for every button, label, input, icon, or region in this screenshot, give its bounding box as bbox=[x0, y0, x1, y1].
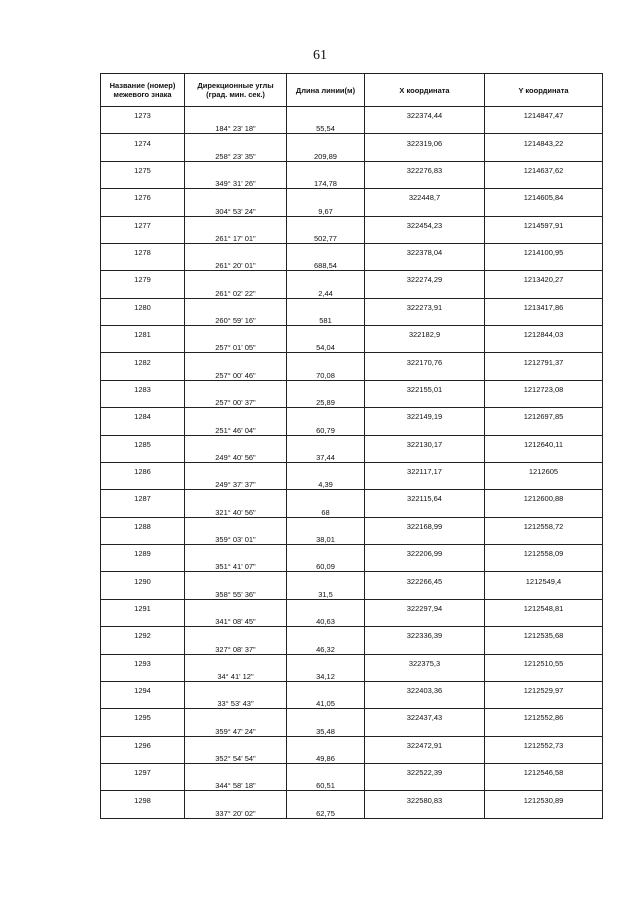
point-x: 322319,06 bbox=[365, 134, 485, 148]
segment-angle: 337° 20' 02" bbox=[185, 805, 287, 819]
segment-row bbox=[101, 312, 603, 326]
point-y: 1212510,55 bbox=[485, 654, 603, 668]
segment-length: 68 bbox=[287, 503, 365, 517]
point-name: 1277 bbox=[101, 216, 185, 230]
point-x: 322168,99 bbox=[365, 517, 485, 531]
point-row bbox=[101, 627, 603, 641]
point-row bbox=[101, 435, 603, 449]
segment-length: 34,12 bbox=[287, 668, 365, 682]
segment-angle: 352° 54' 54" bbox=[185, 750, 287, 764]
segment-length: 41,05 bbox=[287, 695, 365, 709]
segment-angle: 257° 00' 46" bbox=[185, 367, 287, 381]
point-y: 1212640,11 bbox=[485, 435, 603, 449]
segment-angle: 257° 00' 37" bbox=[185, 394, 287, 408]
point-x: 322155,01 bbox=[365, 380, 485, 394]
point-row bbox=[101, 572, 603, 586]
point-name: 1296 bbox=[101, 736, 185, 750]
segment-angle: 249° 40' 56" bbox=[185, 449, 287, 463]
point-y: 1212791,37 bbox=[485, 353, 603, 367]
segment-length: 40,63 bbox=[287, 613, 365, 627]
point-x: 322437,43 bbox=[365, 709, 485, 723]
segment-length: 54,04 bbox=[287, 339, 365, 353]
point-y: 1214605,84 bbox=[485, 189, 603, 203]
segment-angle: 261° 17' 01" bbox=[185, 230, 287, 244]
point-x: 322149,19 bbox=[365, 408, 485, 422]
point-x: 322472,91 bbox=[365, 736, 485, 750]
point-row bbox=[101, 271, 603, 285]
segment-angle: 304° 53' 24" bbox=[185, 202, 287, 216]
point-y: 1214637,62 bbox=[485, 161, 603, 175]
point-y: 1212558,72 bbox=[485, 517, 603, 531]
point-row bbox=[101, 654, 603, 668]
point-x: 322273,91 bbox=[365, 298, 485, 312]
point-name: 1290 bbox=[101, 572, 185, 586]
segment-length: 209,89 bbox=[287, 148, 365, 162]
point-row bbox=[101, 681, 603, 695]
point-x: 322274,29 bbox=[365, 271, 485, 285]
point-name: 1273 bbox=[101, 107, 185, 121]
point-name: 1292 bbox=[101, 627, 185, 641]
point-name: 1285 bbox=[101, 435, 185, 449]
segment-angle: 344° 58' 18" bbox=[185, 777, 287, 791]
point-y: 1212530,89 bbox=[485, 791, 603, 805]
point-row bbox=[101, 545, 603, 559]
point-name: 1282 bbox=[101, 353, 185, 367]
point-x: 322522,39 bbox=[365, 764, 485, 778]
point-row bbox=[101, 161, 603, 175]
segment-angle: 351° 41' 07" bbox=[185, 558, 287, 572]
segment-length: 60,09 bbox=[287, 558, 365, 572]
table-body bbox=[101, 107, 603, 819]
segment-length: 60,51 bbox=[287, 777, 365, 791]
segment-length: 60,79 bbox=[287, 421, 365, 435]
point-row bbox=[101, 462, 603, 476]
segment-length: 4,39 bbox=[287, 476, 365, 490]
point-name: 1275 bbox=[101, 161, 185, 175]
point-name: 1283 bbox=[101, 380, 185, 394]
segment-row bbox=[101, 586, 603, 600]
segment-angle: 251° 46' 04" bbox=[185, 421, 287, 435]
segment-row bbox=[101, 640, 603, 654]
segment-length: 9,67 bbox=[287, 202, 365, 216]
table-header-row bbox=[101, 74, 603, 107]
point-name: 1291 bbox=[101, 599, 185, 613]
point-name: 1288 bbox=[101, 517, 185, 531]
coordinates-table bbox=[100, 73, 603, 819]
segment-angle: 341° 08' 45" bbox=[185, 613, 287, 627]
segment-angle: 359° 47' 24" bbox=[185, 722, 287, 736]
segment-angle: 321° 40' 56" bbox=[185, 503, 287, 517]
point-x: 322297,94 bbox=[365, 599, 485, 613]
segment-row bbox=[101, 476, 603, 490]
point-row bbox=[101, 517, 603, 531]
point-x: 322375,3 bbox=[365, 654, 485, 668]
point-y: 1212546,58 bbox=[485, 764, 603, 778]
point-row bbox=[101, 408, 603, 422]
header-length: Длина линии(м) bbox=[287, 74, 365, 107]
point-y: 1213420,27 bbox=[485, 271, 603, 285]
point-x: 322266,45 bbox=[365, 572, 485, 586]
header-y: Y координата bbox=[485, 74, 603, 107]
segment-angle: 261° 20' 01" bbox=[185, 257, 287, 271]
segment-row bbox=[101, 750, 603, 764]
point-row bbox=[101, 709, 603, 723]
segment-row bbox=[101, 202, 603, 216]
point-x: 322580,83 bbox=[365, 791, 485, 805]
point-row bbox=[101, 353, 603, 367]
point-row bbox=[101, 380, 603, 394]
segment-row bbox=[101, 558, 603, 572]
point-row bbox=[101, 791, 603, 805]
point-y: 1212548,81 bbox=[485, 599, 603, 613]
segment-row bbox=[101, 257, 603, 271]
point-y: 1212600,88 bbox=[485, 490, 603, 504]
point-name: 1293 bbox=[101, 654, 185, 668]
point-name: 1281 bbox=[101, 326, 185, 340]
point-name: 1286 bbox=[101, 462, 185, 476]
segment-length: 62,75 bbox=[287, 805, 365, 819]
segment-row bbox=[101, 175, 603, 189]
point-name: 1284 bbox=[101, 408, 185, 422]
header-angle: Дирекционные углы (град. мин. сек.) bbox=[185, 74, 287, 107]
point-row bbox=[101, 764, 603, 778]
segment-length: 46,32 bbox=[287, 640, 365, 654]
segment-angle: 257° 01' 05" bbox=[185, 339, 287, 353]
point-row bbox=[101, 134, 603, 148]
point-x: 322130,17 bbox=[365, 435, 485, 449]
segment-row bbox=[101, 284, 603, 298]
segment-angle: 359° 03' 01" bbox=[185, 531, 287, 545]
point-y: 1212529,97 bbox=[485, 681, 603, 695]
segment-row bbox=[101, 722, 603, 736]
point-row bbox=[101, 216, 603, 230]
segment-length: 31,5 bbox=[287, 586, 365, 600]
point-name: 1274 bbox=[101, 134, 185, 148]
segment-row bbox=[101, 148, 603, 162]
point-name: 1295 bbox=[101, 709, 185, 723]
point-x: 322117,17 bbox=[365, 462, 485, 476]
segment-row bbox=[101, 120, 603, 134]
point-row bbox=[101, 189, 603, 203]
segment-angle: 260° 59' 16" bbox=[185, 312, 287, 326]
segment-length: 502,77 bbox=[287, 230, 365, 244]
point-name: 1289 bbox=[101, 545, 185, 559]
segment-angle: 327° 08' 37" bbox=[185, 640, 287, 654]
segment-row bbox=[101, 531, 603, 545]
segment-length: 38,01 bbox=[287, 531, 365, 545]
point-x: 322206,99 bbox=[365, 545, 485, 559]
segment-row bbox=[101, 777, 603, 791]
point-y: 1214843,22 bbox=[485, 134, 603, 148]
point-x: 322378,04 bbox=[365, 243, 485, 257]
segment-length: 49,86 bbox=[287, 750, 365, 764]
point-x: 322182,9 bbox=[365, 326, 485, 340]
segment-length: 174,78 bbox=[287, 175, 365, 189]
point-x: 322374,44 bbox=[365, 107, 485, 121]
segment-angle: 358° 55' 36" bbox=[185, 586, 287, 600]
segment-length: 70,08 bbox=[287, 367, 365, 381]
segment-angle: 249° 37' 37" bbox=[185, 476, 287, 490]
segment-angle: 258° 23' 35" bbox=[185, 148, 287, 162]
point-row bbox=[101, 326, 603, 340]
point-row bbox=[101, 599, 603, 613]
segment-row bbox=[101, 339, 603, 353]
point-y: 1212535,68 bbox=[485, 627, 603, 641]
header-name: Название (номер) межевого знака bbox=[101, 74, 185, 107]
point-row bbox=[101, 107, 603, 121]
point-row bbox=[101, 736, 603, 750]
point-y: 1213417,86 bbox=[485, 298, 603, 312]
segment-length: 2,44 bbox=[287, 284, 365, 298]
point-y: 1212549,4 bbox=[485, 572, 603, 586]
point-x: 322403,36 bbox=[365, 681, 485, 695]
point-name: 1294 bbox=[101, 681, 185, 695]
page-number: 61 bbox=[313, 48, 327, 63]
segment-row bbox=[101, 230, 603, 244]
point-x: 322454,23 bbox=[365, 216, 485, 230]
segment-row bbox=[101, 695, 603, 709]
point-y: 1214597,91 bbox=[485, 216, 603, 230]
point-y: 1212605 bbox=[485, 462, 603, 476]
segment-row bbox=[101, 394, 603, 408]
point-name: 1279 bbox=[101, 271, 185, 285]
segment-angle: 261° 02' 22" bbox=[185, 284, 287, 298]
point-y: 1212697,85 bbox=[485, 408, 603, 422]
segment-angle: 34° 41' 12" bbox=[185, 668, 287, 682]
segment-length: 55,54 bbox=[287, 120, 365, 134]
point-name: 1287 bbox=[101, 490, 185, 504]
segment-length: 581 bbox=[287, 312, 365, 326]
point-x: 322170,76 bbox=[365, 353, 485, 367]
point-row bbox=[101, 490, 603, 504]
point-y: 1214847,47 bbox=[485, 107, 603, 121]
point-y: 1212558,09 bbox=[485, 545, 603, 559]
header-x: X координата bbox=[365, 74, 485, 107]
segment-row bbox=[101, 449, 603, 463]
segment-row bbox=[101, 421, 603, 435]
point-name: 1276 bbox=[101, 189, 185, 203]
point-y: 1212723,08 bbox=[485, 380, 603, 394]
point-x: 322448,7 bbox=[365, 189, 485, 203]
point-x: 322115,64 bbox=[365, 490, 485, 504]
point-x: 322276,83 bbox=[365, 161, 485, 175]
segment-row bbox=[101, 503, 603, 517]
point-row bbox=[101, 243, 603, 257]
segment-length: 688,54 bbox=[287, 257, 365, 271]
point-name: 1278 bbox=[101, 243, 185, 257]
point-y: 1214100,95 bbox=[485, 243, 603, 257]
segment-length: 25,89 bbox=[287, 394, 365, 408]
point-name: 1297 bbox=[101, 764, 185, 778]
segment-length: 37,44 bbox=[287, 449, 365, 463]
point-name: 1298 bbox=[101, 791, 185, 805]
point-name: 1280 bbox=[101, 298, 185, 312]
point-x: 322336,39 bbox=[365, 627, 485, 641]
segment-row bbox=[101, 613, 603, 627]
segment-row bbox=[101, 805, 603, 819]
segment-angle: 33° 53' 43" bbox=[185, 695, 287, 709]
point-y: 1212552,86 bbox=[485, 709, 603, 723]
point-y: 1212844,03 bbox=[485, 326, 603, 340]
segment-angle: 184° 23' 18" bbox=[185, 120, 287, 134]
segment-angle: 349° 31' 26" bbox=[185, 175, 287, 189]
segment-row bbox=[101, 668, 603, 682]
segment-length: 35,48 bbox=[287, 722, 365, 736]
segment-row bbox=[101, 367, 603, 381]
point-row bbox=[101, 298, 603, 312]
point-y: 1212552,73 bbox=[485, 736, 603, 750]
